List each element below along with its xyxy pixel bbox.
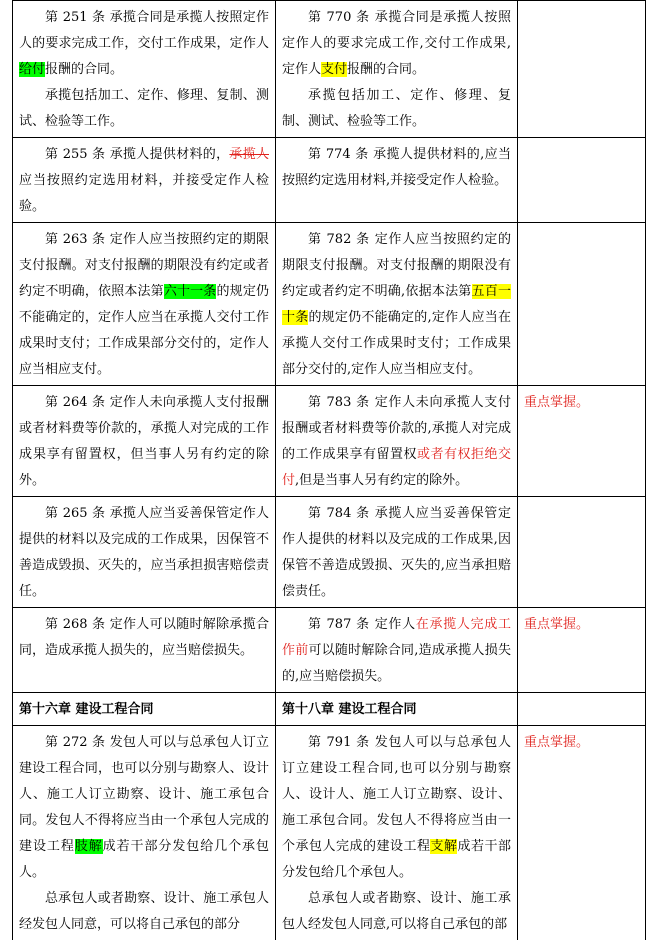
added-text: 在承揽人完成工作前 — [282, 617, 511, 658]
text-run: 报酬的合同。 — [45, 62, 123, 77]
old-law-article-cell — [13, 1, 276, 138]
law-comparison-table — [12, 0, 646, 940]
old-law-chapter-title: 第十六章 建设工程合同 — [13, 693, 276, 726]
text-run: 总承包人或者勘察、设计、施工承包人经发包人同意，可以将自己承包的部分 — [19, 891, 269, 932]
civil-code-paragraph — [282, 730, 511, 886]
key-point-note: 重点掌握。 — [524, 735, 589, 750]
old-law-article-cell — [13, 608, 276, 693]
yellow-highlight: 支付 — [321, 62, 347, 77]
text-run: 的规定仍不能确定的,定作人应当在承揽人交付工作成果时支付；工作成果部分交付的,定作人应当相应支付。 — [282, 310, 511, 377]
note-cell — [518, 138, 646, 223]
text-run: 成若干部分发包给几个承包人。 — [282, 839, 511, 880]
civil-code-article-cell — [276, 1, 518, 138]
text-run: 第 784 条 承揽人应当妥善保管定作人提供的材料以及完成的工作成果,因保管不善造成毁损、灭失的,应当承担赔偿责任。 — [282, 506, 511, 599]
text-run: 第 782 条 定作人应当按照约定的期限支付报酬。对支付报酬的期限没有约定或者约定不明确,依据本法第 — [282, 232, 511, 299]
text-run: ,但是当事人另有约定的除外。 — [295, 473, 468, 488]
yellow-highlight: 五百一十条 — [282, 284, 511, 325]
civil-code-article-cell — [276, 138, 518, 223]
note-cell — [518, 608, 646, 693]
old-law-paragraph — [19, 390, 269, 494]
text-run: 总承包人或者勘察、设计、施工承包人经发包人同意,可以将自己承包的部 — [282, 891, 511, 932]
green-highlight: 六十一条 — [164, 284, 217, 299]
text-run: 第 264 条 定作人未向承揽人支付报酬或者材料费等价款的，承揽人对完成的工作成果享有留置权，但当事人另有约定的除外。 — [19, 395, 269, 488]
article-row — [13, 726, 646, 940]
old-law-article-cell — [13, 726, 276, 940]
civil-code-paragraph — [282, 83, 511, 135]
text-run: 第 272 条 发包人可以与总承包人订立建设工程合同，也可以分别与勘察人、设计人、施工人订立勘察、设计、施工承包合同。发包人不得将应当由一个承包人完成的建设工程 — [19, 735, 269, 854]
text-run: 第 263 条 定作人应当按照约定的期限支付报酬。对支付报酬的期限没有约定或者约定不明确，依照本法第 — [19, 232, 269, 299]
civil-code-article-cell — [276, 726, 518, 940]
text-run: 第 774 条 承揽人提供材料的,应当按照约定选用材料,并接受定作人检验。 — [282, 147, 511, 188]
old-law-paragraph — [19, 83, 269, 135]
old-law-article-cell — [13, 386, 276, 497]
text-run: 报酬的合同。 — [347, 62, 425, 77]
civil-code-paragraph — [282, 501, 511, 605]
civil-code-article-cell — [276, 223, 518, 386]
civil-code-paragraph — [282, 886, 511, 938]
green-highlight: 肢解 — [75, 839, 103, 854]
civil-code-chapter-title: 第十八章 建设工程合同 — [276, 693, 518, 726]
key-point-note: 重点掌握。 — [524, 617, 589, 632]
note-cell — [518, 386, 646, 497]
text-run: 第 268 条 定作人可以随时解除承揽合同，造成承揽人损失的，应当赔偿损失。 — [19, 617, 269, 658]
article-row — [13, 386, 646, 497]
old-law-paragraph — [19, 501, 269, 605]
old-law-paragraph — [19, 142, 269, 220]
added-text: 或者有权拒绝交付 — [282, 447, 511, 488]
note-cell — [518, 693, 646, 726]
key-point-note: 重点掌握。 — [524, 395, 589, 410]
text-run: 第 791 条 发包人可以与总承包人订立建设工程合同,也可以分别与勘察人、设计人、施工人订立勘察、设计、施工承包合同。发包人不得将应当由一个承包人完成的建设工程 — [282, 735, 511, 854]
old-law-article-cell — [13, 497, 276, 608]
civil-code-paragraph — [282, 390, 511, 494]
text-run: 第 251 条 承揽合同是承揽人按照定作人的要求完成工作，交付工作成果，定作人 — [19, 10, 269, 51]
article-row — [13, 138, 646, 223]
text-run: 第 255 条 承揽人提供材料的， — [45, 147, 229, 162]
text-run: 第 770 条 承揽合同是承揽人按照定作人的要求完成工作,交付工作成果,定作人 — [282, 10, 511, 77]
civil-code-article-cell — [276, 608, 518, 693]
article-row — [13, 608, 646, 693]
civil-code-article-cell — [276, 497, 518, 608]
civil-code-paragraph — [282, 142, 511, 194]
civil-code-paragraph — [282, 612, 511, 690]
old-law-article-cell — [13, 223, 276, 386]
yellow-highlight: 支解 — [430, 839, 457, 854]
note-cell — [518, 223, 646, 386]
civil-code-article-cell — [276, 386, 518, 497]
text-run: 第 783 条 定作人未向承揽人支付报酬或者材料费等价款的,承揽人对完成的工作成果享有留置权 — [282, 395, 511, 462]
chapter-row — [13, 693, 646, 726]
text-run: 承揽包括加工、定作、修理、复制、测试、检验等工作。 — [282, 88, 511, 129]
note-cell — [518, 726, 646, 940]
civil-code-paragraph — [282, 227, 511, 383]
text-run: 承揽包括加工、定作、修理、复制、测试、检验等工作。 — [19, 88, 269, 129]
article-row — [13, 1, 646, 138]
old-law-paragraph — [19, 612, 269, 664]
article-row — [13, 497, 646, 608]
deleted-text: 承揽人 — [229, 147, 269, 162]
old-law-paragraph — [19, 730, 269, 886]
text-run: 可以随时解除合同,造成承揽人损失的,应当赔偿损失。 — [282, 643, 511, 684]
old-law-paragraph — [19, 886, 269, 938]
text-run: 第 787 条 定作人 — [308, 617, 416, 632]
note-cell — [518, 497, 646, 608]
green-highlight: 给付 — [19, 62, 45, 77]
text-run: 的规定仍不能确定的，定作人应当在承揽人交付工作成果时支付；工作成果部分交付的，定作人应当相应支付。 — [19, 284, 269, 377]
civil-code-paragraph — [282, 5, 511, 83]
text-run: 成若干部分发包给几个承包人。 — [19, 839, 269, 880]
article-row — [13, 223, 646, 386]
old-law-article-cell — [13, 138, 276, 223]
text-run: 应当按照约定选用材料，并接受定作人检验。 — [19, 173, 269, 214]
note-cell — [518, 1, 646, 138]
text-run: 第 265 条 承揽人应当妥善保管定作人提供的材料以及完成的工作成果，因保管不善造成毁损、灭失的，应当承担损害赔偿责任。 — [19, 506, 269, 599]
old-law-paragraph — [19, 227, 269, 383]
old-law-paragraph — [19, 5, 269, 83]
